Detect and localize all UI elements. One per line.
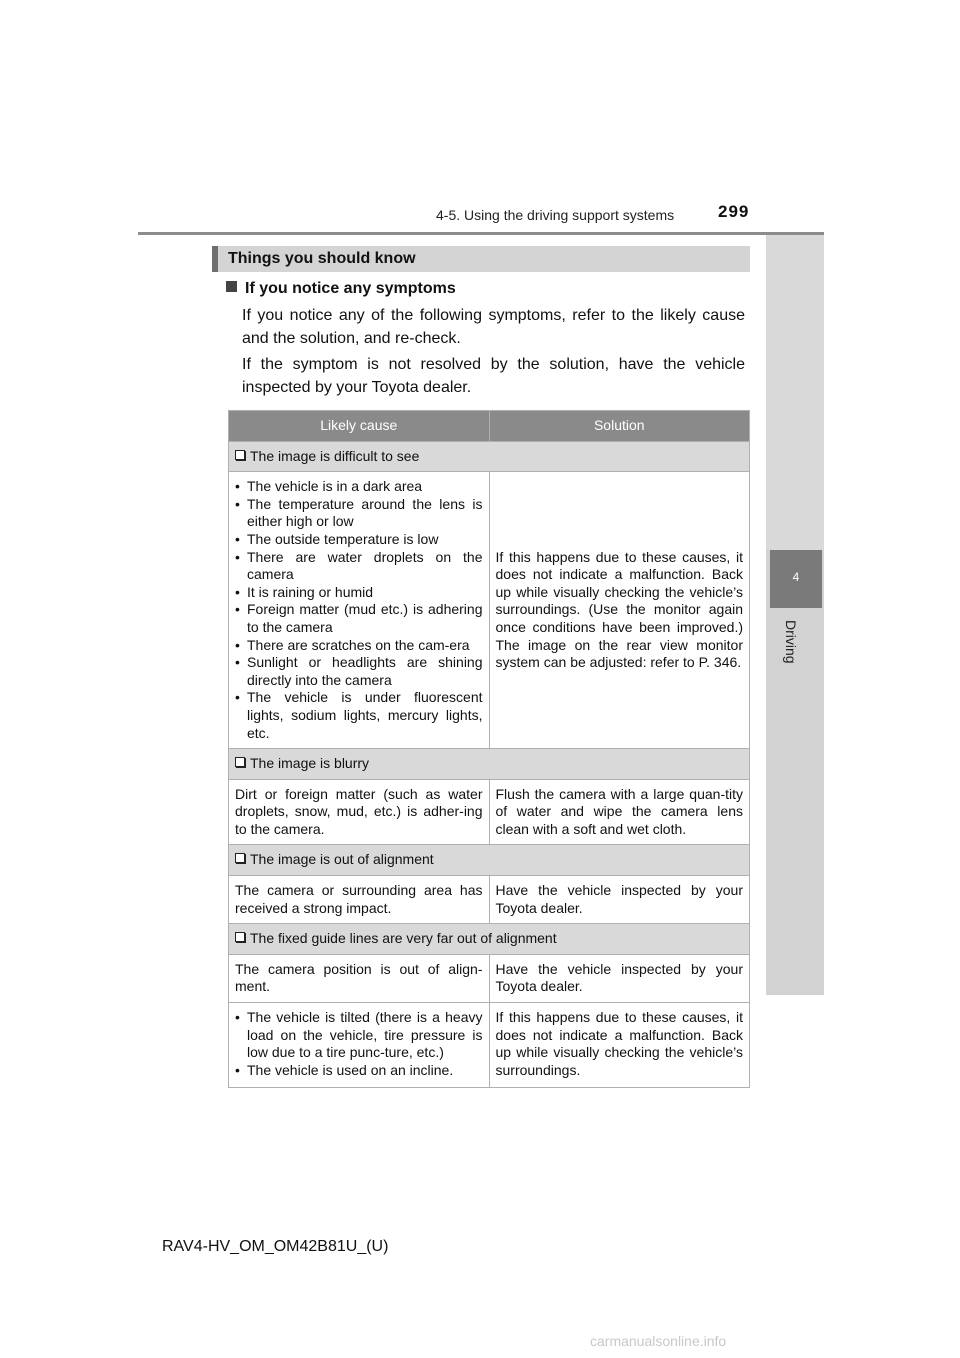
cause-list (235, 1009, 483, 1079)
symptoms-heading-text: If you notice any symptoms (245, 280, 456, 297)
checkbox-icon (235, 932, 245, 942)
cause-cell: The camera or surrounding area has received a strong impact. (229, 876, 490, 924)
group-row (229, 749, 750, 780)
group-blurry (229, 749, 750, 780)
cause-cell (229, 472, 490, 749)
group-title: The image is difficult to see (250, 447, 420, 464)
cause-cell (229, 1003, 490, 1088)
list-item: • Sunlight or headlights are shining directly into the camera (235, 654, 483, 689)
list-item: • The vehicle is tilted (there is a heavy load on the vehicle, tire pressure is low due to a tire punc-ture, etc.) (235, 1009, 483, 1062)
group-title: The image is out of alignment (250, 851, 434, 868)
things-you-should-know-banner (212, 246, 750, 272)
banner-title: Things you should know (228, 250, 416, 267)
list-item: • The vehicle is under fluorescent lights, sodium lights, mercury lights, etc. (235, 689, 483, 742)
list-item: • Foreign matter (mud etc.) is adhering to the camera (235, 601, 483, 636)
cause-cell: Dirt or foreign matter (such as water droplets, snow, mud, etc.) is adher-ing to the camera. (229, 779, 490, 845)
section-title: 4-5. Using the driving support systems (436, 207, 675, 223)
document-code: RAV4-HV_OM_OM42B81U_(U) (162, 1238, 389, 1255)
list-item: • The temperature around the lens is either high or low (235, 496, 483, 531)
chapter-number: 4 (792, 570, 800, 584)
cause-list (235, 478, 483, 742)
group-row (229, 924, 750, 955)
group-out-of-alignment (229, 845, 750, 876)
header-divider (138, 232, 824, 235)
group-title: The image is blurry (250, 755, 370, 772)
list-item: • The vehicle is used on an incline. (235, 1062, 483, 1080)
group-difficult-to-see (229, 441, 750, 472)
symptoms-heading (226, 280, 456, 298)
group-guide-lines-misaligned (229, 924, 750, 955)
table-row (229, 1003, 750, 1088)
solution-cell: Have the vehicle inspected by your Toyota dealer. (489, 954, 750, 1002)
checkbox-icon (235, 853, 245, 863)
symptom-table (228, 410, 750, 1088)
table-header-row (229, 411, 750, 442)
list-item: • There are water droplets on the camera (235, 549, 483, 584)
solution-cell: Flush the camera with a large quan-tity of water and wipe the camera lens clean with a soft and wet cloth. (489, 779, 750, 845)
chapter-tab[interactable] (770, 550, 822, 608)
group-title: The fixed guide lines are very far out of alignment (250, 930, 557, 947)
page-number: 299 (718, 202, 750, 221)
list-item: • The outside temperature is low (235, 531, 483, 549)
solution-cell: If this happens due to these causes, it does not indicate a malfunction. Back up while visually checking the vehicle’s surroundings. (489, 1003, 750, 1088)
header-solution: Solution (489, 411, 750, 442)
cause-cell: The camera position is out of align-ment. (229, 954, 490, 1002)
list-item: • The vehicle is in a dark area (235, 478, 483, 496)
table-row (229, 779, 750, 845)
checkbox-icon (235, 757, 245, 767)
square-bullet-icon (226, 281, 237, 292)
list-item: • It is raining or humid (235, 584, 483, 602)
side-index-bar-top (766, 235, 824, 550)
watermark: carmanualsonline.info (590, 1333, 727, 1349)
table-row (229, 472, 750, 749)
solution-cell: If this happens due to these causes, it does not indicate a malfunction. Back up while visually checking the vehicle’s surroundings. (Use the monitor again once conditions have been improved.) The image on the rear view monitor system can be adjusted: refer to P. 346. (489, 472, 750, 749)
list-item: • There are scratches on the cam-era (235, 637, 483, 655)
header-likely-cause: Likely cause (229, 411, 490, 442)
solution-cell: Have the vehicle inspected by your Toyota dealer. (489, 876, 750, 924)
checkbox-icon (235, 450, 245, 460)
chapter-label: Driving (783, 620, 799, 664)
group-row (229, 441, 750, 472)
table-row (229, 876, 750, 924)
group-row (229, 845, 750, 876)
dealer-paragraph: If the symptom is not resolved by the solution, have the vehicle inspected by your Toyota dealer. (242, 356, 745, 396)
intro-paragraph: If you notice any of the following symptoms, refer to the likely cause and the solution, and re-check. (242, 307, 745, 347)
table-row (229, 954, 750, 1002)
